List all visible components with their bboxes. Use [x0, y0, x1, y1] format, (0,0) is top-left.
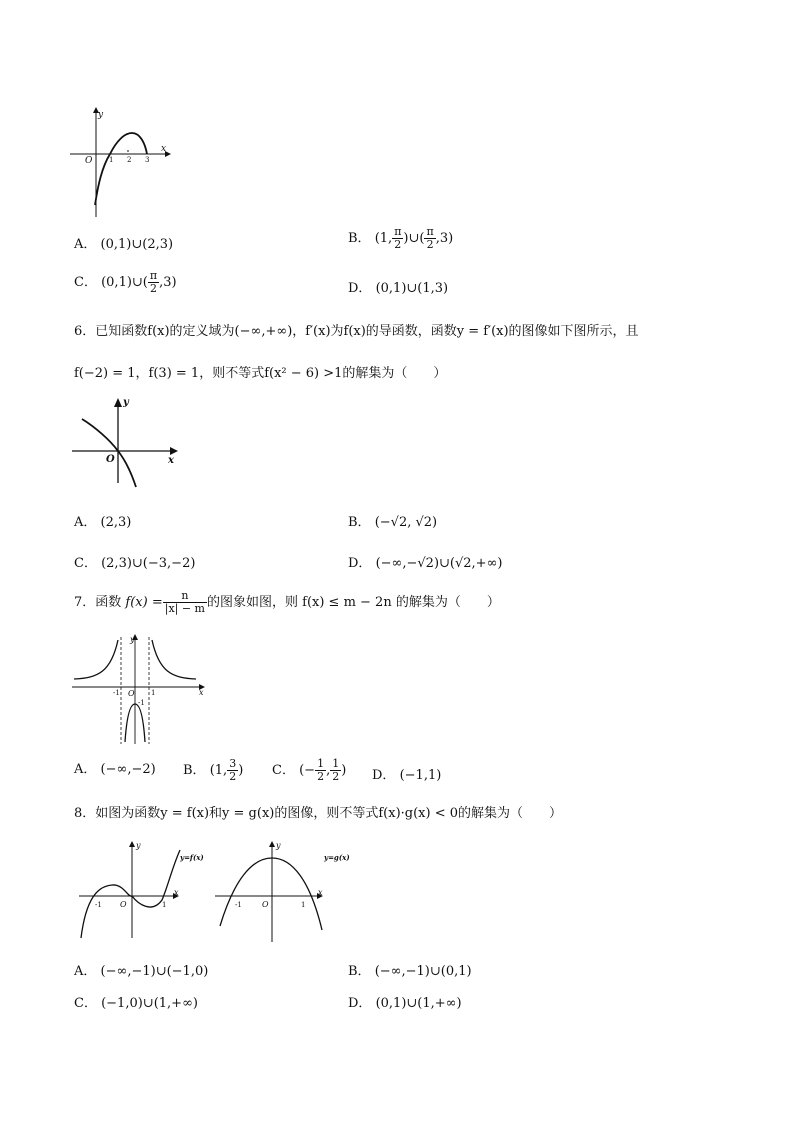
- q7-graph: [68, 632, 208, 747]
- q8-graph-f: [76, 838, 216, 948]
- q5-tick-1: 1: [109, 156, 114, 164]
- option-letter: B．: [348, 231, 371, 246]
- q7-tick-y: -1: [138, 699, 145, 707]
- option-text: (−1,1): [399, 768, 442, 783]
- option-text: ,: [326, 763, 331, 778]
- q6-stem-line2: f(−2) = 1，f(3) = 1，则不等式f(x² − 6) >1的解集为（ ）: [74, 366, 447, 381]
- option-letter: D．: [348, 996, 372, 1011]
- q5-option-c[interactable]: [74, 270, 177, 295]
- option-text: (−∞,−√2)∪(√2,+∞): [375, 556, 503, 571]
- option-letter: D．: [348, 281, 372, 296]
- option-text: (−√2, √2): [374, 515, 438, 530]
- q8-g-tick-pos: 1: [301, 901, 306, 909]
- q7-y-label: y: [130, 635, 135, 644]
- option-letter: A．: [74, 237, 97, 252]
- q8-option-b[interactable]: [348, 960, 472, 979]
- q8-g-y-label: y: [276, 841, 281, 850]
- option-text: )∪(: [403, 231, 425, 246]
- option-text: (−∞,−1)∪(−1,0): [100, 964, 209, 979]
- option-text: (−∞,−2): [100, 762, 156, 777]
- option-text: (0,1)∪(2,3): [100, 237, 174, 252]
- option-text: (2,3): [100, 515, 132, 530]
- q8-g-x-label: x: [318, 888, 323, 897]
- option-text: ,3): [159, 275, 177, 290]
- q5-option-a[interactable]: [74, 233, 173, 252]
- q8-g-tick-neg: -1: [235, 901, 242, 909]
- q7-option-a[interactable]: [74, 758, 156, 777]
- q7-tick-pos: 1: [151, 689, 156, 697]
- option-letter: A．: [74, 762, 97, 777]
- option-text: ,3): [435, 231, 454, 246]
- q6-x-label: x: [168, 455, 174, 466]
- q8-stem: 8．如图为函数y = f(x)和y = g(x)的图像，则不等式f(x)·g(x) < 0的解集为（ ）: [74, 806, 563, 821]
- option-letter: D．: [372, 768, 396, 783]
- option-text: (2,3)∪(−3,−2): [101, 556, 196, 571]
- fraction: $\frac{n}{|x| - m}$: [164, 589, 205, 615]
- q6-stem-line1: 6．已知函数f(x)的定义域为(−∞,+∞)，f′(x)为f(x)的导函数，函数y = f′(x)的图像如下图所示，且: [74, 324, 639, 339]
- option-text: (0,1)∪(1,3): [375, 281, 449, 296]
- q5-origin: O: [85, 156, 93, 166]
- q8-f-label: y=f(x): [180, 853, 204, 862]
- q6-option-c[interactable]: [74, 552, 195, 571]
- q8-option-d[interactable]: [348, 992, 462, 1011]
- option-letter: C．: [74, 996, 97, 1011]
- fraction: $\frac{\pi}{2}$: [149, 269, 158, 295]
- q7-stem: [74, 590, 500, 615]
- q7-prefix: 7．函数: [74, 595, 122, 610]
- option-text: (−1,0)∪(1,+∞): [101, 996, 198, 1011]
- q5-graph: [65, 105, 175, 225]
- q7-suffix: 的图象如图，则 f(x) ≤ m − 2n 的解集为（ ）: [207, 595, 500, 610]
- q8-g-origin: O: [262, 900, 269, 909]
- q5-x-label: x: [161, 144, 167, 154]
- q6-option-a[interactable]: [74, 511, 131, 530]
- option-text: (−∞,−1)∪(0,1): [374, 964, 472, 979]
- fraction: $\frac{1}{2}$: [332, 757, 340, 783]
- option-letter: B．: [348, 515, 371, 530]
- q7-option-b[interactable]: [183, 758, 243, 783]
- option-letter: C．: [272, 763, 295, 778]
- option-letter: C．: [74, 275, 97, 290]
- option-letter: B．: [348, 964, 371, 979]
- q7-tick-neg: -1: [113, 689, 120, 697]
- option-text: (1,: [209, 763, 228, 778]
- fraction: $\frac{1}{2}$: [317, 757, 325, 783]
- q8-f-y-label: y: [136, 841, 141, 850]
- option-letter: A．: [74, 964, 97, 979]
- q5-tick-2: 2: [127, 156, 132, 164]
- q7-func: f(x) =: [125, 595, 163, 610]
- q8-f-origin: O: [120, 900, 127, 909]
- q6-graph: [70, 395, 190, 495]
- q6-option-d[interactable]: [348, 552, 502, 571]
- q8-f-x-label: x: [174, 888, 179, 897]
- q5-tick-3: 3: [145, 156, 150, 164]
- option-letter: A．: [74, 515, 97, 530]
- q5-option-d[interactable]: [348, 277, 448, 296]
- fraction: $\frac{\pi}{2}$: [394, 225, 402, 251]
- option-letter: D．: [348, 556, 372, 571]
- q7-option-c[interactable]: [272, 758, 346, 783]
- fraction: $\frac{3}{2}$: [229, 757, 237, 783]
- q6-origin: O: [106, 454, 115, 465]
- q8-f-tick-neg: -1: [95, 901, 102, 909]
- option-text: ): [238, 763, 244, 778]
- q5-y-label: y: [98, 110, 104, 120]
- q7-origin: O: [128, 689, 135, 698]
- q6-y-label: y: [123, 397, 129, 408]
- q8-option-a[interactable]: [74, 960, 208, 979]
- q8-graph-g: [212, 838, 362, 948]
- q7-option-d[interactable]: [372, 764, 441, 783]
- q8-f-tick-pos: 1: [162, 901, 167, 909]
- option-text: (1,: [374, 231, 393, 246]
- option-text: (−: [299, 763, 316, 778]
- q6-option-b[interactable]: [348, 511, 437, 530]
- fraction: $\frac{\pi}{2}$: [426, 225, 434, 251]
- option-text: (0,1)∪(: [101, 275, 148, 290]
- option-text: ): [341, 763, 347, 778]
- option-letter: B．: [183, 763, 206, 778]
- option-text: (0,1)∪(1,+∞): [375, 996, 462, 1011]
- q8-g-label: y=g(x): [324, 853, 350, 862]
- q8-option-c[interactable]: [74, 992, 198, 1011]
- q5-option-b[interactable]: [348, 226, 453, 251]
- q7-x-label: x: [199, 688, 204, 697]
- option-letter: C．: [74, 556, 97, 571]
